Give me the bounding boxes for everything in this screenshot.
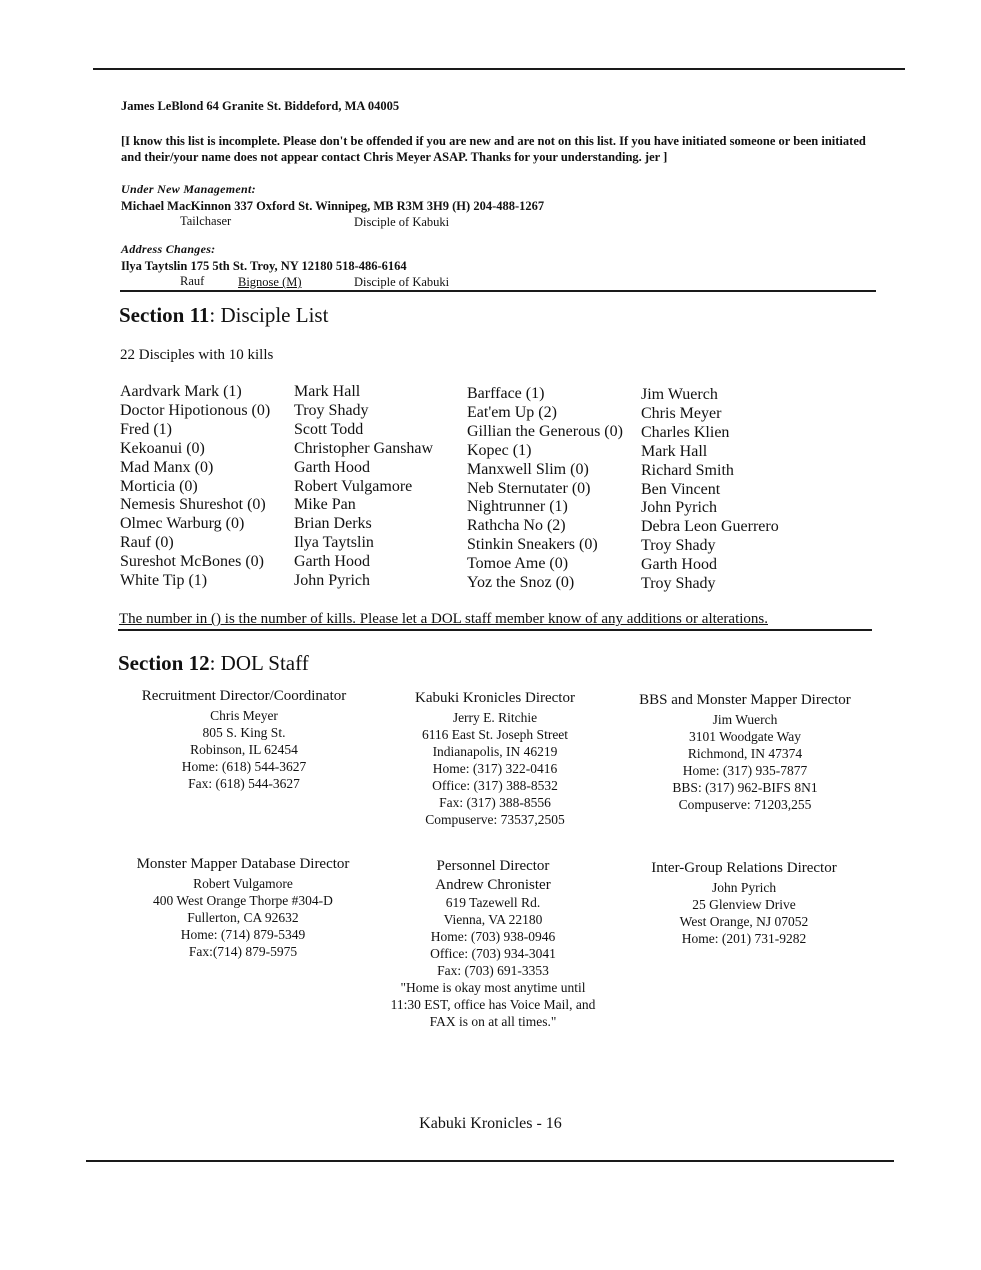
list-item: Ilya Taytslin bbox=[294, 534, 374, 552]
section11-title: : Disciple List bbox=[209, 303, 329, 327]
staff-line: Chris Meyer bbox=[210, 708, 278, 723]
staff-role: Kabuki Kronicles Director bbox=[415, 690, 575, 706]
section11-number: Section 11 bbox=[119, 303, 210, 327]
section12-title: : DOL Staff bbox=[209, 651, 309, 675]
list-item: Garth Hood bbox=[294, 458, 370, 476]
address-changes-sub-2: Bignose (M) bbox=[238, 275, 302, 289]
staff-line: 3101 Woodgate Way bbox=[688, 729, 802, 744]
list-item: Troy Shady bbox=[641, 575, 716, 593]
staff-role: Monster Mapper Database Director bbox=[136, 856, 350, 872]
staff-line: Home: (317) 322-0416 bbox=[432, 761, 558, 776]
address-changes-line: Ilya Taytslin 175 5th St. Troy, NY 12180 518-486-6164 bbox=[121, 259, 407, 273]
list-item: Neb Sternutater (0) bbox=[467, 479, 591, 497]
staff-line: Fax: (317) 388-8556 bbox=[439, 795, 551, 810]
list-item: Manxwell Slim (0) bbox=[467, 460, 589, 478]
list-item: Garth Hood bbox=[641, 556, 717, 574]
section11-bottom-rule bbox=[118, 629, 872, 631]
disciple-column-3 bbox=[467, 385, 623, 593]
list-item: Troy Shady bbox=[641, 537, 716, 555]
staff-line: Jerry E. Ritchie bbox=[452, 710, 538, 725]
list-item: Richard Smith bbox=[641, 461, 734, 479]
bottom-rule bbox=[86, 1160, 894, 1162]
list-item: Barfface (1) bbox=[467, 385, 545, 402]
staff-line: Vienna, VA 22180 bbox=[443, 912, 543, 927]
staff-role: Recruitment Director/Coordinator bbox=[141, 688, 347, 704]
staff-role: Personnel Director bbox=[436, 858, 550, 874]
staff-line: Home: (317) 935-7877 bbox=[682, 763, 808, 778]
staff-card-recruitment bbox=[124, 688, 364, 792]
list-item: Rauf (0) bbox=[120, 534, 174, 552]
list-item: Aardvark Mark (1) bbox=[120, 383, 242, 400]
under-new-management-sub-left: Tailchaser bbox=[180, 214, 232, 228]
list-item: Ben Vincent bbox=[641, 480, 721, 498]
list-item: Olmec Warburg (0) bbox=[120, 515, 245, 533]
address-changes-sub-1: Rauf bbox=[180, 274, 205, 288]
list-item: Robert Vulgamore bbox=[294, 477, 413, 495]
list-item: Stinkin Sneakers (0) bbox=[467, 536, 598, 554]
list-item: Christopher Ganshaw bbox=[294, 439, 434, 457]
list-item: Doctor Hipotionous (0) bbox=[120, 401, 271, 419]
staff-line: Richmond, IN 47374 bbox=[687, 746, 803, 761]
staff-line: Office: (703) 934-3041 bbox=[430, 946, 556, 961]
list-item: White Tip (1) bbox=[120, 572, 208, 590]
list-item: Kekoanui (0) bbox=[120, 439, 205, 457]
header-entry: James LeBlond 64 Granite St. Biddeford, MA 04005 bbox=[121, 99, 400, 113]
section11-top-rule bbox=[120, 290, 876, 292]
disciple-column-4 bbox=[641, 386, 779, 594]
address-changes-sub-3: Disciple of Kabuki bbox=[354, 275, 450, 289]
list-item: John Pyrich bbox=[294, 572, 370, 590]
staff-line: John Pyrich bbox=[711, 880, 777, 895]
staff-line: Office: (317) 388-8532 bbox=[432, 778, 558, 793]
incomplete-list-note: [I know this list is incomplete. Please don't be offended if you are new and are not on this list. If you have initiated someone or been initiated and their/your name does not appear contact Chris Meyer ASAP. Thanks for your understanding. jer ] bbox=[121, 134, 866, 164]
staff-card-personnel bbox=[372, 858, 614, 1030]
staff-line: "Home is okay most anytime until bbox=[400, 980, 586, 995]
list-item: Fred (1) bbox=[120, 420, 172, 438]
staff-line: 11:30 EST, office has Voice Mail, and bbox=[390, 997, 596, 1012]
staff-card-inter-group-relations bbox=[626, 860, 862, 947]
list-item: John Pyrich bbox=[641, 499, 717, 517]
list-item: Scott Todd bbox=[294, 420, 364, 438]
staff-card-monster-mapper-database bbox=[123, 856, 363, 960]
page-footer: Kabuki Kronicles - 16 bbox=[419, 1115, 562, 1132]
list-item: Yoz the Snoz (0) bbox=[467, 574, 575, 592]
staff-role: BBS and Monster Mapper Director bbox=[639, 692, 851, 708]
list-item: Jim Wuerch bbox=[641, 386, 718, 403]
staff-line: Compuserve: 73537,2505 bbox=[425, 812, 565, 827]
staff-line: Fax:(714) 879-5975 bbox=[188, 944, 298, 959]
staff-line: Jim Wuerch bbox=[712, 712, 778, 727]
staff-line: BBS: (317) 962-BIFS 8N1 bbox=[672, 780, 818, 795]
list-item: Mark Hall bbox=[641, 442, 708, 460]
list-item: Tomoe Ame (0) bbox=[467, 555, 569, 573]
staff-role: Inter-Group Relations Director bbox=[651, 860, 837, 876]
staff-line: Fax: (618) 544-3627 bbox=[188, 776, 300, 791]
under-new-management-line: Michael MacKinnon 337 Oxford St. Winnipeg, MB R3M 3H9 (H) 204-488-1267 bbox=[121, 199, 545, 213]
staff-card-kabuki-kronicles bbox=[385, 690, 605, 828]
list-item: Charles Klien bbox=[641, 423, 730, 441]
list-item: Brian Derks bbox=[294, 515, 372, 533]
staff-line: 6116 East St. Joseph Street bbox=[421, 727, 569, 742]
address-changes-heading: Address Changes: bbox=[121, 242, 216, 256]
list-item: Garth Hood bbox=[294, 553, 370, 571]
section12-number: Section 12 bbox=[118, 651, 210, 675]
list-item: Sureshot McBones (0) bbox=[120, 553, 264, 571]
list-item: Mark Hall bbox=[294, 383, 361, 400]
staff-line: Fax: (703) 691-3353 bbox=[437, 963, 549, 978]
staff-line: FAX is on at all times." bbox=[429, 1014, 557, 1029]
staff-line: West Orange, NJ 07052 bbox=[679, 914, 809, 929]
staff-line: 805 S. King St. bbox=[202, 725, 286, 740]
staff-line: 619 Tazewell Rd. bbox=[445, 895, 541, 910]
list-item: Nightrunner (1) bbox=[467, 498, 568, 516]
section11-subtitle: 22 Disciples with 10 kills bbox=[120, 347, 274, 363]
list-item: Gillian the Generous (0) bbox=[467, 422, 623, 440]
disciple-column-1 bbox=[120, 383, 270, 591]
section12-heading bbox=[118, 651, 309, 676]
staff-line: Home: (201) 731-9282 bbox=[681, 931, 807, 946]
disciple-column-2 bbox=[294, 383, 433, 591]
list-item: Mike Pan bbox=[294, 496, 356, 514]
section11-heading bbox=[119, 303, 328, 328]
staff-line: 25 Glenview Drive bbox=[692, 897, 796, 912]
list-item: Chris Meyer bbox=[641, 404, 722, 422]
staff-line: Robinson, IL 62454 bbox=[190, 742, 298, 757]
staff-line: Home: (714) 879-5349 bbox=[180, 927, 306, 942]
staff-line: 400 West Orange Thorpe #304-D bbox=[153, 893, 333, 908]
list-item: Troy Shady bbox=[294, 401, 369, 419]
staff-card-bbs-monster-mapper bbox=[625, 692, 865, 813]
list-item: Debra Leon Guerrero bbox=[641, 518, 779, 536]
staff-line: Indianapolis, IN 46219 bbox=[432, 744, 558, 759]
list-item: Rathcha No (2) bbox=[467, 517, 566, 535]
list-item: Nemesis Shureshot (0) bbox=[120, 496, 266, 514]
staff-line: Compuserve: 71203,255 bbox=[678, 797, 812, 812]
under-new-management-heading: Under New Management: bbox=[121, 182, 256, 196]
staff-line: Home: (703) 938-0946 bbox=[430, 929, 556, 944]
list-item: Eat'em Up (2) bbox=[467, 403, 557, 421]
list-item: Mad Manx (0) bbox=[120, 458, 214, 476]
under-new-management-sub-right: Disciple of Kabuki bbox=[354, 215, 450, 229]
staff-line: Fullerton, CA 92632 bbox=[187, 910, 299, 925]
list-item: Morticia (0) bbox=[120, 477, 198, 495]
kills-footnote: The number in () is the number of kills. Please let a DOL staff member know of any additions or alterations. bbox=[119, 611, 769, 627]
list-item: Kopec (1) bbox=[467, 441, 532, 459]
top-rule bbox=[93, 68, 905, 70]
staff-line: Home: (618) 544-3627 bbox=[181, 759, 307, 774]
staff-line: Robert Vulgamore bbox=[193, 876, 293, 891]
staff-line: Andrew Chronister bbox=[435, 877, 551, 893]
